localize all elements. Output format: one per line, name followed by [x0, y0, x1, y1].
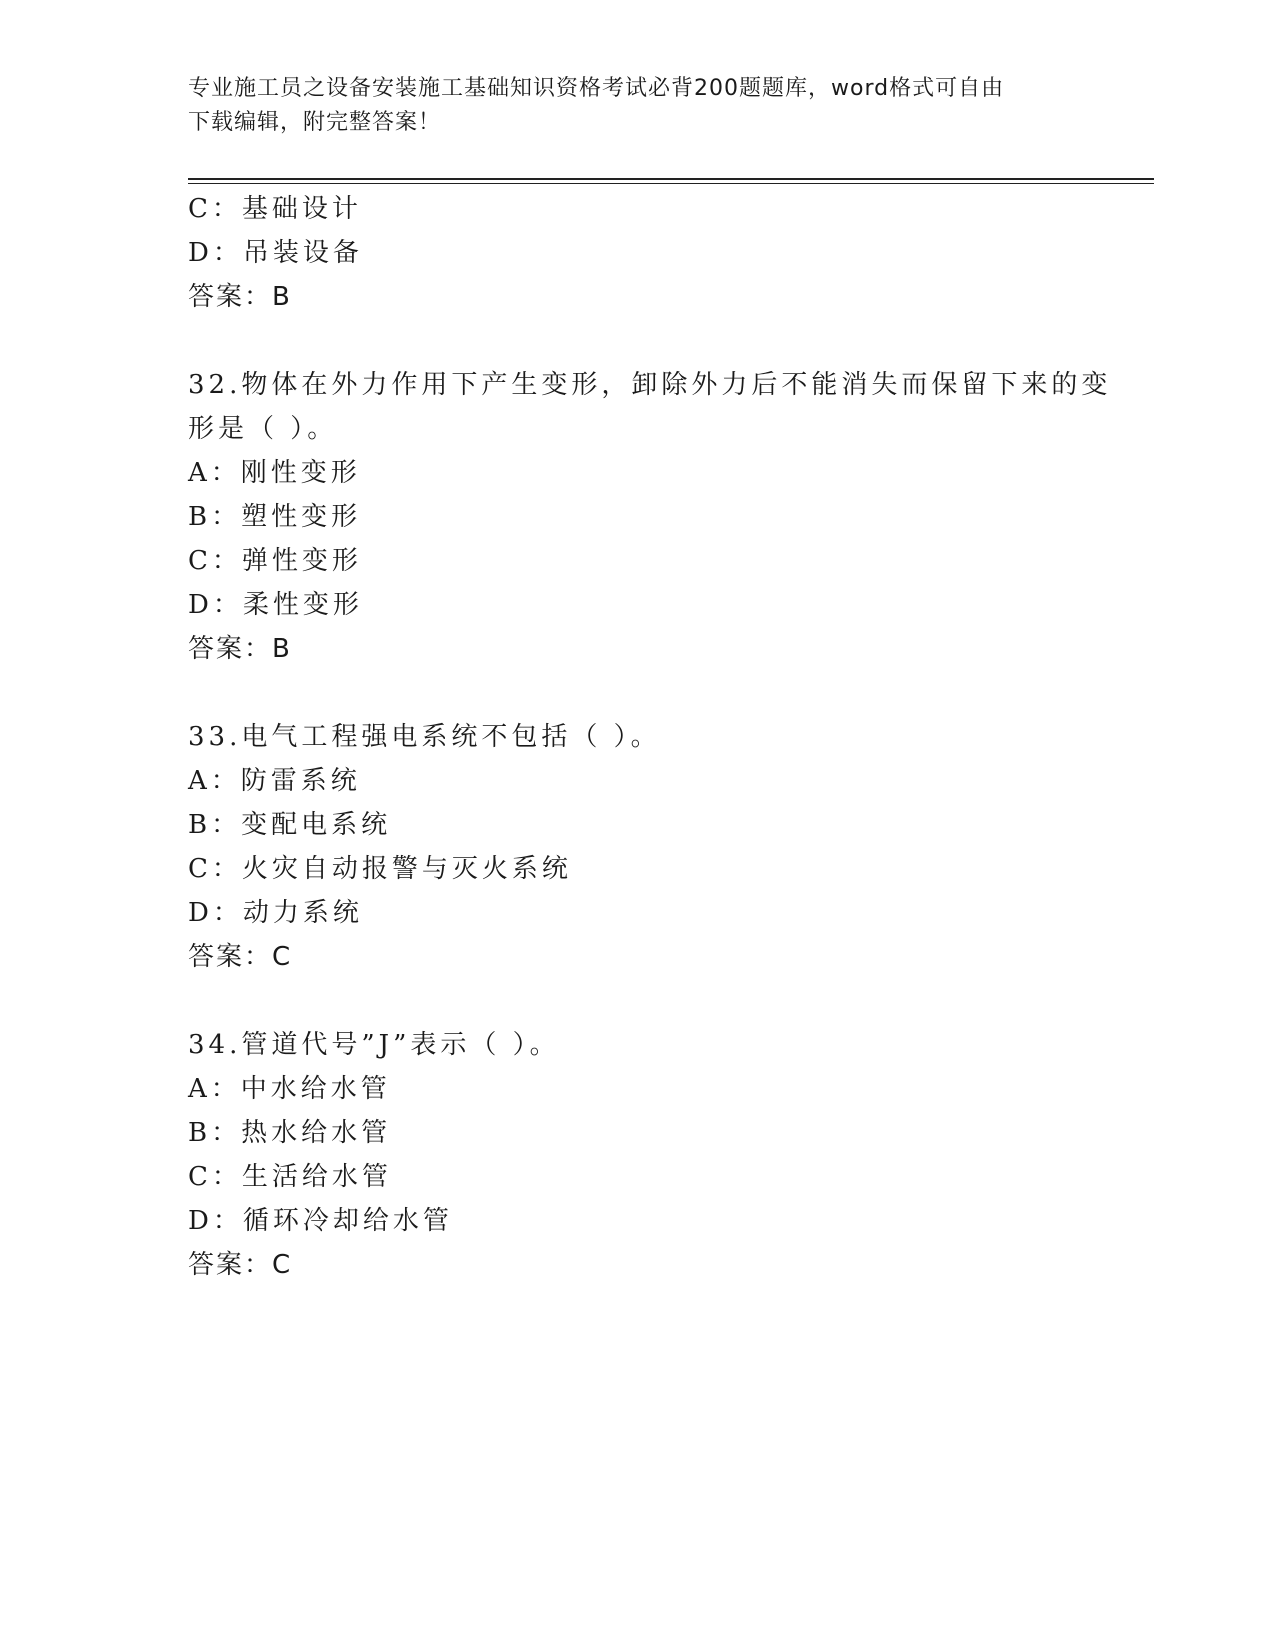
q33-option-c: C：火灾自动报警与灭火系统: [188, 854, 572, 884]
header-divider-thick: [188, 178, 1154, 180]
q31-answer: 答案：B: [188, 282, 292, 312]
header-line-2: 下载编辑，附完整答案！: [188, 110, 442, 135]
q32-stem-line-2: 形是（ ）。: [188, 414, 338, 444]
document-header: [188, 72, 1068, 140]
q32-stem-line-1: 32.物体在外力作用下产生变形，卸除外力后不能消失而保留下来的变: [188, 370, 1112, 400]
q34-option-d: D：循环冷却给水管: [188, 1206, 453, 1236]
q32-option-c: C：弹性变形: [188, 546, 362, 576]
q32-answer: 答案：B: [188, 634, 292, 664]
q32-option-b: B：塑性变形: [188, 502, 362, 532]
q31-option-c: C：基础设计: [188, 194, 362, 224]
q33-option-b: B：变配电系统: [188, 810, 392, 840]
q34-answer: 答案：C: [188, 1250, 293, 1280]
q33-option-d: D：动力系统: [188, 898, 363, 928]
q34-option-a: A：中水给水管: [188, 1074, 391, 1104]
header-divider-thin: [188, 183, 1154, 184]
q31-option-d: D：吊装设备: [188, 238, 363, 268]
q33-answer: 答案：C: [188, 942, 293, 972]
q34-option-c: C：生活给水管: [188, 1162, 392, 1192]
q33-stem-line-1: 33.电气工程强电系统不包括（ ）。: [188, 722, 661, 752]
q34-option-b: B：热水给水管: [188, 1118, 392, 1148]
q34-stem-line-1: 34.管道代号”J”表示（ ）。: [188, 1030, 560, 1060]
header-line-1: 专业施工员之设备安装施工基础知识资格考试必背200题题库，word格式可自由: [188, 76, 1005, 101]
q32-option-d: D：柔性变形: [188, 590, 363, 620]
q32-option-a: A：刚性变形: [188, 458, 361, 488]
q33-option-a: A：防雷系统: [188, 766, 361, 796]
